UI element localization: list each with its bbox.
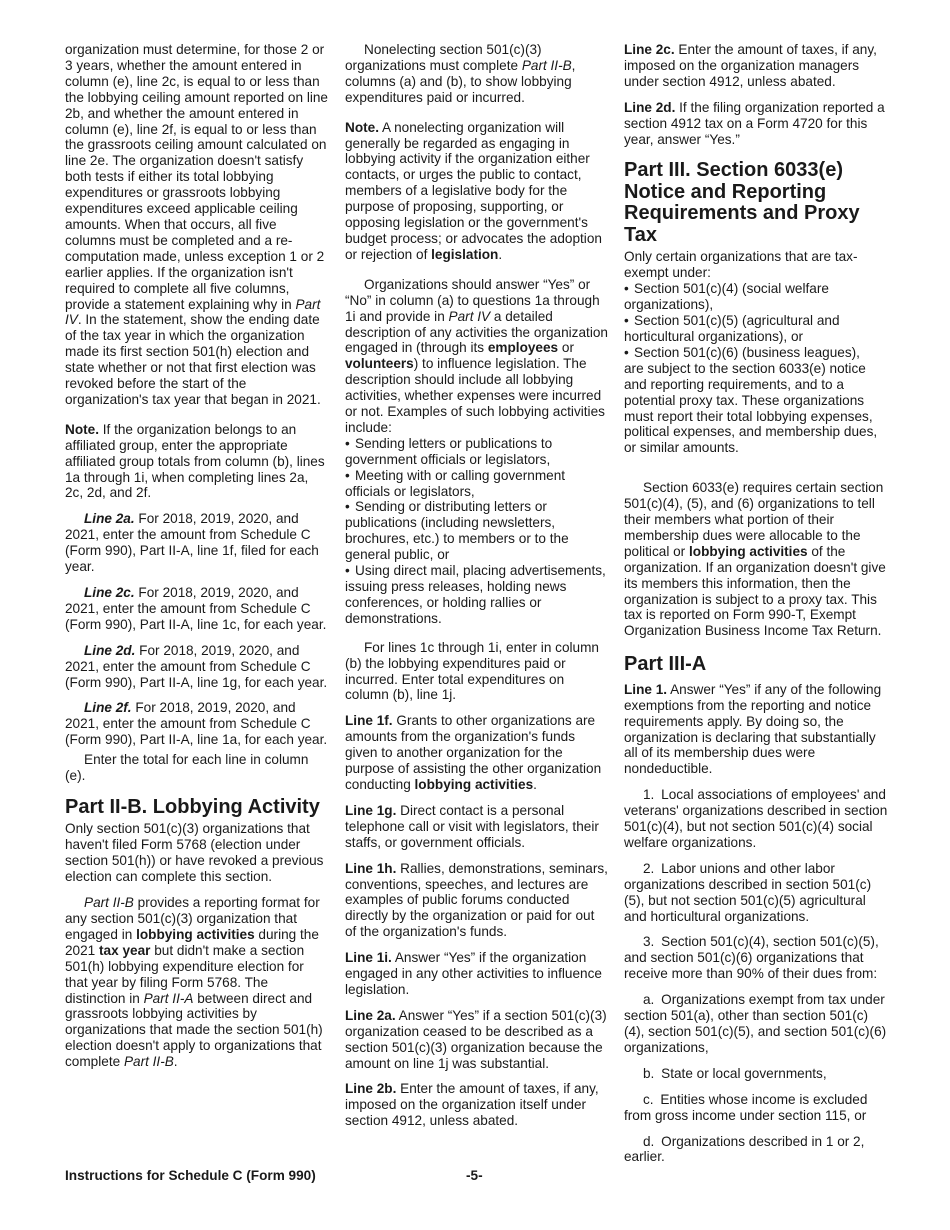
list-item: • Meeting with or calling government officials or legislators, xyxy=(345,468,608,500)
exemption-item-1: 1. Local associations of employees' and veterans' organizations described in section 501(c)(4), but not section 501(c)(4) social welfare organizations. xyxy=(624,787,888,850)
exemption-item-a: a. Organizations exempt from tax under section 501(a), other than section 501(c)(4), section 501(c)(5), and section 501(c)(6) organizations, xyxy=(624,992,887,1055)
line-2a-instruction: Line 2a. Answer “Yes” if a section 501(c)(3) organization ceased to be described as a section 501(c)(3) organization because the amount on line 1j was substantial. xyxy=(345,1007,607,1071)
line-2c-instruction: Line 2c. For 2018, 2019, 2020, and 2021, enter the amount from Schedule C (Form 990), Part II-A, line 1c, for each year. xyxy=(65,585,327,632)
column-left xyxy=(65,42,328,1080)
paragraph-section-6033e: Section 6033(e) requires certain section 501(c)(4), (5), and (6) organizations to tell their members what portion of their membership dues were allocable to the political or lobbying activities of the organization. If an organization doesn't give its members this information, then the organization is subject to a proxy tax. This tax is reported on Form 990-T, Exempt Organization Business Income Tax Return. xyxy=(624,480,886,639)
exemption-item-c: c. Entities whose income is excluded from gross income under section 115, or xyxy=(624,1091,868,1123)
paragraph-answer-yes-no: Organizations should answer “Yes” or “No” in column (a) to questions 1a through 1i and provide in Part IV a detailed description of any activities the organization engaged in (through its employees or volunteers) to influence legislation. The description should include all lobbying activities, whether expenses were incurred or not. Examples of such lobbying activities include: xyxy=(345,276,608,435)
heading-part-3: Part III. Section 6033(e) Notice and Reporting Requirements and Proxy Tax xyxy=(624,159,860,246)
footer-title: Instructions for Schedule C (Form 990) xyxy=(65,1168,316,1183)
line-2a-instruction: Line 2a. For 2018, 2019, 2020, and 2021, enter the amount from Schedule C (Form 990), Part II-A, line 1f, filed for each year. xyxy=(65,511,319,575)
heading-part-3a: Part III-A xyxy=(624,653,707,676)
line-2f-instruction: Line 2f. For 2018, 2019, 2020, and 2021, enter the amount from Schedule C (Form 990), Part II-A, line 1a, for each year. xyxy=(65,700,328,748)
line-2d-instruction: Line 2d. For 2018, 2019, 2020, and 2021, enter the amount from Schedule C (Form 990), Part II-A, line 1g, for each year. xyxy=(65,642,328,690)
list-item: • Section 501(c)(5) (agricultural and horticultural organizations), or xyxy=(624,313,888,345)
paragraph-nonelecting: Nonelecting section 501(c)(3) organizations must complete Part II-B, columns (a) and (b), to show lobbying expenditures paid or incurred. xyxy=(345,42,576,105)
paragraph-2b-format: Part II-B provides a reporting format for any section 501(c)(3) organization that engaged in lobbying activities during the 2021 tax year but didn't make a section 501(h) lobbying expenditure election for that year by filing Form 5768. The distinction in Part II-A between direct and grassroots lobbying activities by organizations that made the section 501(h) election doesn't apply to organizations that complete Part II-B. xyxy=(65,895,323,1070)
note-nonelecting: Note. A nonelecting organization will generally be regarded as engaging in lobbying activity if the organization either contacts, or urges the public to contact, members of a legislative body for the purpose of proposing, supporting, or opposing legislation or the government's budget process; or advocates the adoption or rejection of legislation. xyxy=(345,119,602,262)
list-item: • Using direct mail, placing advertisements, issuing press releases, holding news conferences, or holding rallies or demonstrations. xyxy=(345,563,608,627)
column-right xyxy=(624,42,888,1175)
heading-part-2b: Part II-B. Lobbying Activity xyxy=(65,795,320,818)
exemption-item-b: b. State or local governments, xyxy=(643,1065,827,1081)
list-item: • Sending letters or publications to government officials or legislators, xyxy=(345,436,608,468)
line-1-instruction: Line 1. Answer “Yes” if any of the following exemptions from the reporting and notice requirements apply. By doing so, the organization is declaring that substantially all of its membership dues were nondeductible. xyxy=(624,681,882,777)
line-2b-instruction: Line 2b. Enter the amount of taxes, if any, imposed on the organization itself under section 4912, unless abated. xyxy=(345,1081,599,1129)
note-affiliated-group: Note. If the organization belongs to an affiliated group, enter the appropriate affiliated group totals from column (b), lines 1a through 1i, when completing lines 2a, 2c, 2d, and 2f. xyxy=(65,421,325,501)
paragraph-lines-1c-1i: For lines 1c through 1i, enter in column (b) the lobbying expenditures paid or incurred. Enter total expenditures on column (b), line 1j. xyxy=(345,639,599,703)
column-middle xyxy=(345,42,608,1139)
list-item: • Sending or distributing letters or publications (including newsletters, brochures, etc.) to members or to the general public, or xyxy=(345,499,608,563)
total-instruction: Enter the total for each line in column (e). xyxy=(65,752,309,784)
line-1i-instruction: Line 1i. Answer “Yes” if the organization engaged in any other activities to influence legislation. xyxy=(345,950,602,997)
paragraph-ceiling-tests: organization must determine, for those 2 or 3 years, whether the amount entered in column (e), line 2c, is equal to or less than the lobbying ceiling amount reported on line 2b, and whether the amount entered in column (e), line 2f, is equal to or less than the grassroots ceiling amount calculated on line 2e. The organization doesn't satisfy both tests if either its total lobbying expenditures or grassroots lobbying expenditures exceed applicable ceiling amounts. When that occurs, all five columns must be completed and a re-computation made, unless exception 1 or 2 earlier applies. If the organization isn't required to complete all five columns, provide a statement explaining why in Part IV. In the statement, show the ending date of the tax year in which the organization made its first section 501(h) election and state whether or not that first election was revoked before the start of the organization's tax year that began in 2021. xyxy=(65,42,328,407)
paragraph-part-3-intro: Only certain organizations that are tax-exempt under: xyxy=(624,249,858,281)
list-item: • Section 501(c)(4) (social welfare organizations), xyxy=(624,281,888,313)
exemption-item-d: d. Organizations described in 1 or 2, earlier. xyxy=(624,1133,865,1165)
line-1f-instruction: Line 1f. Grants to other organizations are amounts from the organization's funds given to another organization for the purpose of assisting the other organization conducting lobbying activities. xyxy=(345,713,602,792)
page-number: -5- xyxy=(466,1168,483,1183)
line-2c-instruction: Line 2c. Enter the amount of taxes, if any, imposed on the organization managers under section 4912, unless abated. xyxy=(624,42,877,89)
paragraph-2b-intro: Only section 501(c)(3) organizations that haven't filed Form 5768 (election under section 501(h)) or have revoked a previous election can complete this section. xyxy=(65,821,324,885)
exemption-item-2: 2. Labor unions and other labor organizations described in section 501(c)(5), but not section 501(c)(5) agricultural and horticultural organizations. xyxy=(624,860,872,924)
paragraph-part-3-requirements: are subject to the section 6033(e) notice and reporting requirements, and to a potential proxy tax. These organizations must report their total lobbying expenses, political expenses, and membership dues, or similar amounts. xyxy=(624,360,878,456)
line-1h-instruction: Line 1h. Rallies, demonstrations, seminars, conventions, speeches, and lectures are examples of public forums conducted directly by the organization or paid for out of the organization's funds. xyxy=(345,860,608,940)
exemption-item-3: 3. Section 501(c)(4), section 501(c)(5), and section 501(c)(6) organizations that receive more than 90% of their dues from: xyxy=(624,934,879,982)
line-1g-instruction: Line 1g. Direct contact is a personal telephone call or visit with legislators, their staffs, or government officials. xyxy=(345,802,599,850)
line-2d-instruction: Line 2d. If the filing organization reported a section 4912 tax on a Form 4720 for this year, answer “Yes.” xyxy=(624,99,885,147)
list-item: • Section 501(c)(6) (business leagues), xyxy=(624,345,888,361)
